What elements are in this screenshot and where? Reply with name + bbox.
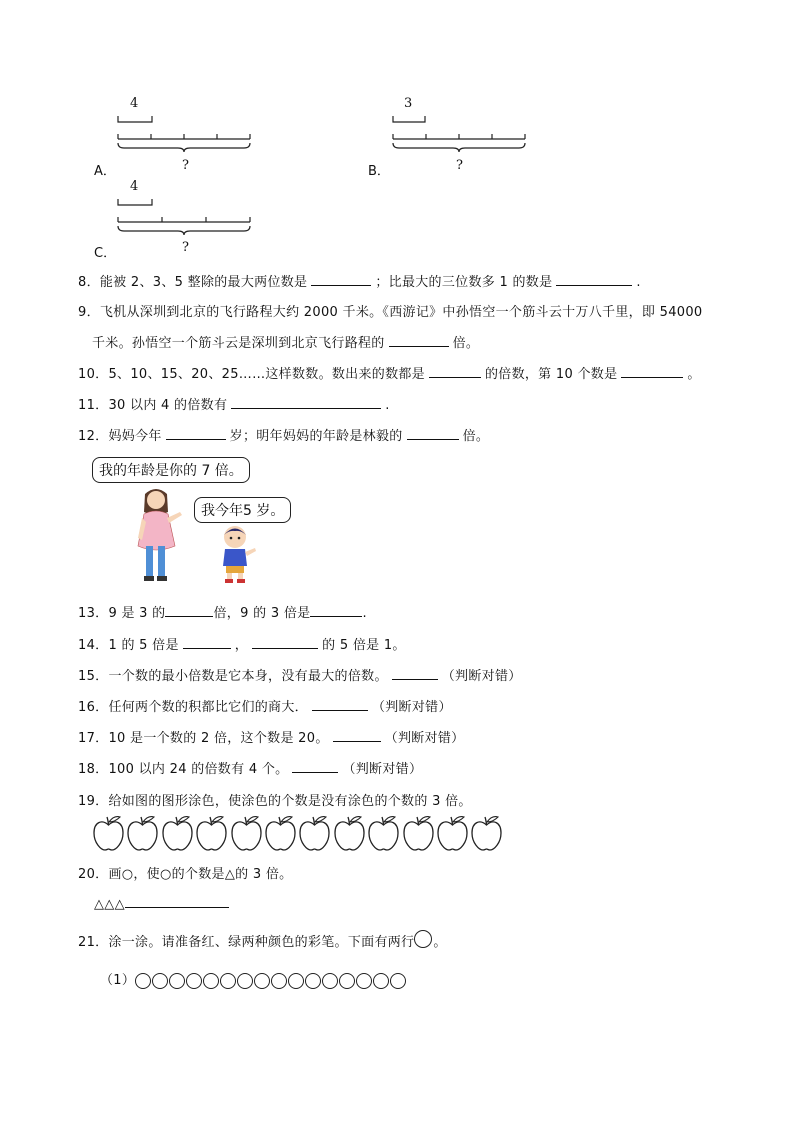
question-16: 16．任何两个数的积都比它们的商大． （判断对错） — [78, 700, 452, 715]
unit-label-b: 3 — [404, 96, 413, 111]
answer-blank[interactable] — [407, 427, 459, 440]
question-21-row-1: （1） — [100, 969, 407, 989]
circle-icon[interactable] — [373, 973, 389, 989]
question-20-answer-row — [94, 895, 229, 912]
circle-icon[interactable] — [390, 973, 406, 989]
apple-icon[interactable] — [230, 814, 263, 852]
question-21: 21．涂一涂。请准备红、绿两种颜色的彩笔。下面有两行 。 — [78, 930, 447, 950]
apple-icon[interactable] — [470, 814, 503, 852]
question-mark-b: ? — [456, 158, 463, 173]
question-mark-a: ? — [182, 158, 189, 173]
answer-blank[interactable] — [252, 636, 318, 649]
apple-icon[interactable] — [195, 814, 228, 852]
apple-icon[interactable] — [402, 814, 435, 852]
segment-diagram-c — [112, 195, 257, 245]
answer-blank[interactable] — [125, 895, 229, 908]
circle-icon[interactable] — [305, 973, 321, 989]
apple-icon[interactable] — [161, 814, 194, 852]
answer-blank[interactable] — [166, 427, 226, 440]
question-9-line2: 千米。孙悟空一个筋斗云是深圳到北京飞行路程的 倍。 — [92, 336, 480, 351]
circle-icon[interactable] — [237, 973, 253, 989]
question-15: 15．一个数的最小倍数是它本身，没有最大的倍数。 （判断对错） — [78, 669, 522, 684]
circle-row — [135, 973, 407, 988]
answer-blank[interactable] — [292, 760, 338, 773]
apple-icon[interactable] — [333, 814, 366, 852]
segment-diagram-b — [387, 112, 532, 162]
option-label-c: C． — [94, 246, 117, 261]
boy-figure-icon — [215, 524, 259, 584]
mother-figure-icon — [120, 484, 190, 586]
question-8: 8．能被 2、3、5 整除的最大两位数是 ；比最大的三位数多 1 的数是 . — [78, 275, 641, 290]
apple-icon[interactable] — [367, 814, 400, 852]
circle-icon[interactable] — [169, 973, 185, 989]
question-9-line1: 9．飞机从深圳到北京的飞行路程大约 2000 千米。《西游记》中孙悟空一个筋斗云十万八千里，即 54000 — [78, 305, 703, 320]
answer-blank[interactable] — [389, 334, 449, 347]
question-10: 10．5、10、15、20、25……这样数数。数出来的数都是 的倍数，第 10 个数是 。 — [78, 367, 701, 382]
speech-bubble-mom: 我的年龄是你的 7 倍。 — [92, 457, 250, 483]
question-18: 18．100 以内 24 的倍数有 4 个。 （判断对错） — [78, 762, 423, 777]
segment-diagram-a — [112, 112, 257, 162]
circle-icon[interactable] — [356, 973, 372, 989]
question-19: 19．给如图的图形涂色，使涂色的个数是没有涂色的个数的 3 倍。 — [78, 794, 472, 809]
question-12: 12．妈妈今年 岁；明年妈妈的年龄是林毅的 倍。 — [78, 429, 490, 444]
answer-blank[interactable] — [311, 273, 371, 286]
question-mark-c: ? — [182, 240, 189, 255]
circle-icon[interactable] — [152, 973, 168, 989]
circle-icon[interactable] — [220, 973, 236, 989]
circle-icon[interactable] — [339, 973, 355, 989]
question-11: 11．30 以内 4 的倍数有 . — [78, 398, 390, 413]
circle-icon[interactable] — [271, 973, 287, 989]
question-17: 17．10 是一个数的 2 倍，这个数是 20。 （判断对错） — [78, 731, 465, 746]
answer-blank[interactable] — [556, 273, 632, 286]
circle-icon[interactable] — [288, 973, 304, 989]
answer-blank[interactable] — [231, 396, 381, 409]
answer-blank[interactable] — [312, 698, 368, 711]
question-14: 14．1 的 5 倍是 ， 的 5 倍是 1。 — [78, 638, 406, 653]
option-label-b: B． — [368, 164, 390, 179]
answer-blank[interactable] — [392, 667, 438, 680]
unit-label-c: 4 — [130, 179, 139, 194]
answer-blank[interactable] — [429, 365, 481, 378]
question-13: 13．9 是 3 的 倍，9 的 3 倍是 . — [78, 606, 367, 621]
answer-blank[interactable] — [310, 604, 362, 617]
circle-icon[interactable] — [186, 973, 202, 989]
answer-blank[interactable] — [165, 604, 213, 617]
apple-icon[interactable] — [264, 814, 297, 852]
answer-blank[interactable] — [333, 729, 381, 742]
apple-icon[interactable] — [298, 814, 331, 852]
unit-label-a: 4 — [130, 96, 139, 111]
question-20: 20．画○，使○的个数是△的 3 倍。 — [78, 867, 293, 882]
speech-bubble-kid: 我今年5 岁。 — [194, 497, 291, 523]
apple-icon[interactable] — [92, 814, 125, 852]
apple-icon[interactable] — [126, 814, 159, 852]
apple-row — [92, 814, 512, 854]
answer-blank[interactable] — [183, 636, 231, 649]
circle-icon[interactable] — [135, 973, 151, 989]
apple-icon[interactable] — [436, 814, 469, 852]
circle-icon[interactable] — [322, 973, 338, 989]
option-label-a: A． — [94, 164, 116, 179]
circle-icon — [414, 930, 432, 948]
circle-icon[interactable] — [254, 973, 270, 989]
triangles: △△△ — [94, 897, 125, 912]
circle-icon[interactable] — [203, 973, 219, 989]
answer-blank[interactable] — [621, 365, 683, 378]
